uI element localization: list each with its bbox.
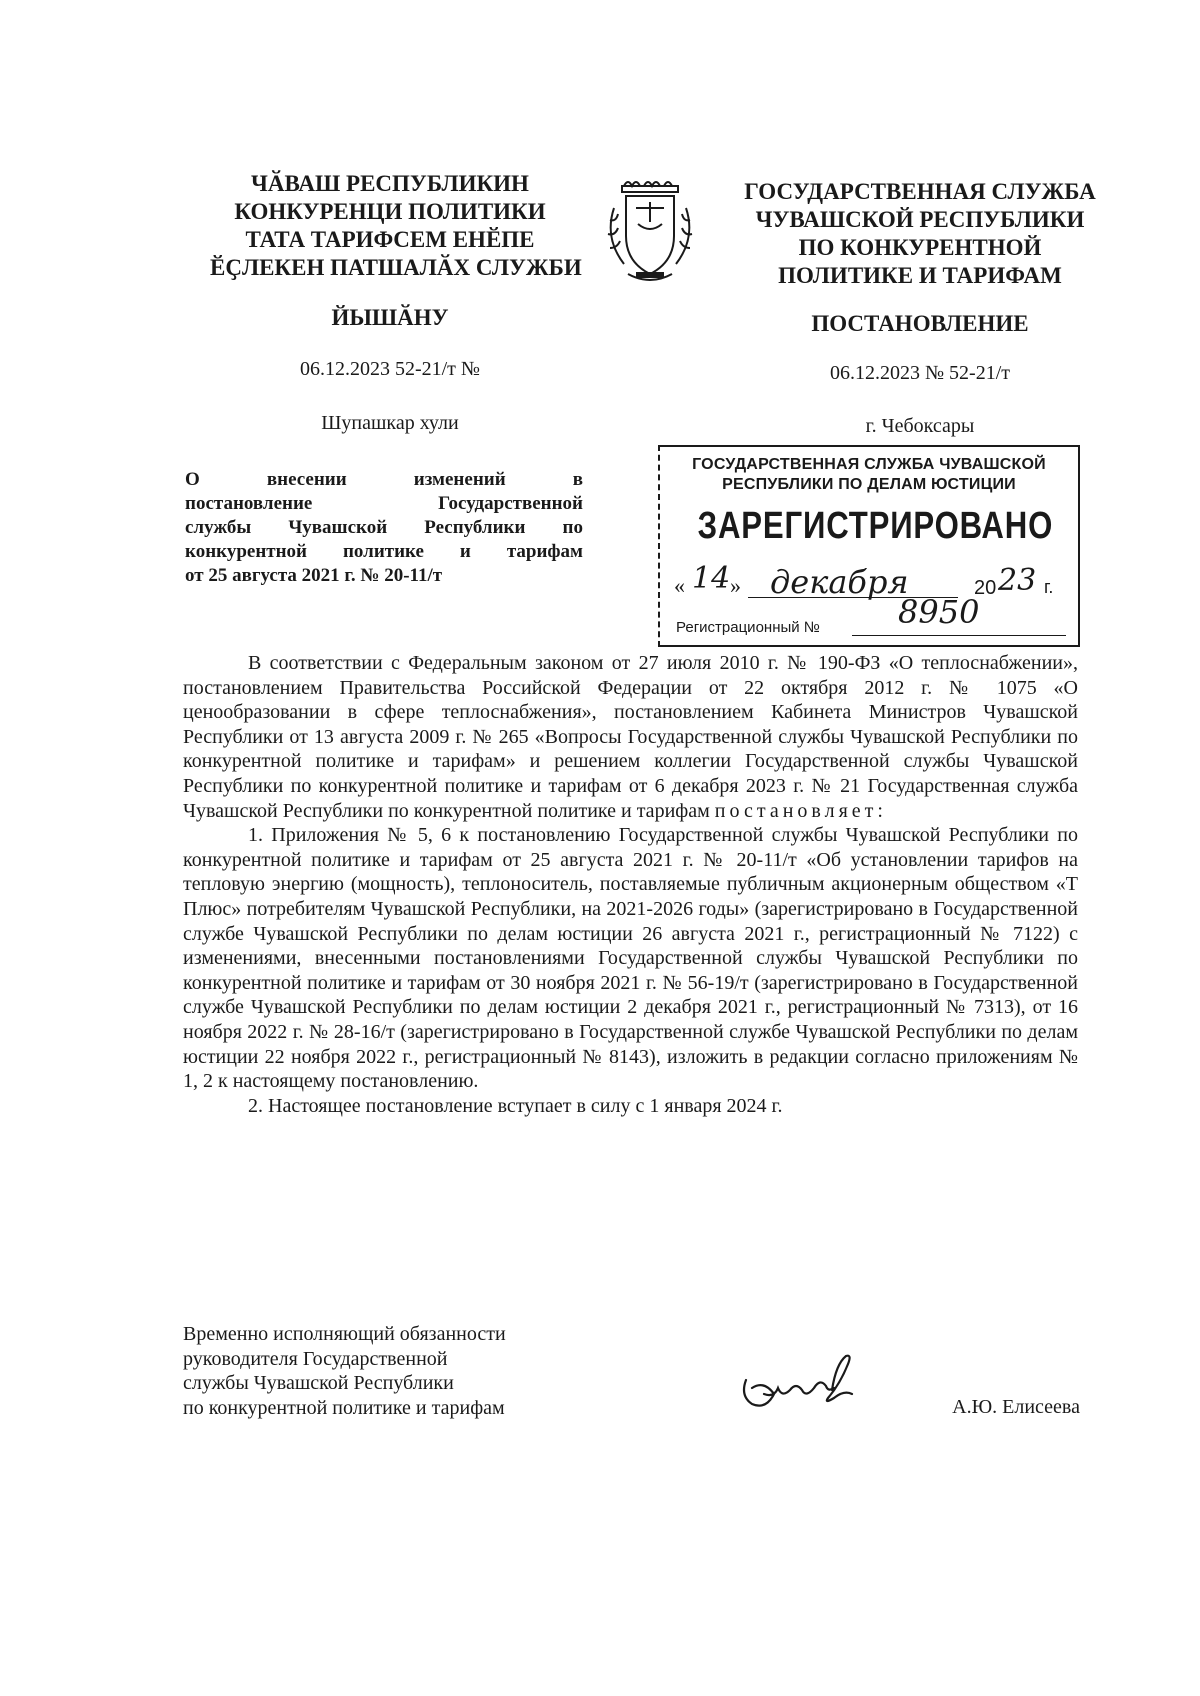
- stamp-quote-close: »: [730, 573, 741, 598]
- doc-type-right: ПОСТАНОВЛЕНИЕ: [811, 311, 1029, 336]
- signatory-line: по конкурентной политике и тарифам: [183, 1396, 505, 1419]
- preamble-text: В соответствии с Федеральным законом от 27 июля 2010 г. № 190-ФЗ «О теплоснабжении», постановлением Правительства Российской Федерации от 22 октября 2012 г. № 1075 «О ценообразовании в сфере теплоснабжения», постановлением Кабинета Министров Чувашской Республики от 13 августа 2009 г. № 265 «Вопросы Государственной службы Чувашской Республики по конкурентной политике и тарифам» и решением коллегии Государственной службы Чувашской Республики по конкурентной политике и тарифам от 6 декабря 2023 г. № 21 Государственная служба Чувашской Республики по конкурентной политике и тарифам: [183, 652, 1078, 822]
- stamp-organization: [660, 455, 1078, 495]
- header-right-line: ГОСУДАРСТВЕННАЯ СЛУЖБА: [744, 179, 1096, 204]
- stamp-year-prefix: 20: [974, 577, 997, 599]
- header-left: [210, 170, 582, 282]
- item-1-paragraph: 1. Приложения № 5, 6 к постановлению Государственной службы Чувашской Республики по конкурентной политике и тарифам от 25 августа 2021 г. № 20-11/т «Об установлении тарифов на тепловую энергию (мощность), теплоноситель, поставляемые публичным акционерным обществом «Т Плюс» потребителям Чувашской Республики, на 2021-2026 годы» (зарегистрировано в Государственной службе Чувашской Республики по делам юстиции 26 августа 2021 г., регистрационный № 7122) с изменениями, внесенными постановлениями Государственной службы Чувашской Республики по конкурентной политике и тарифам от 30 ноября 2021 г. № 56-19/т (зарегистрировано в Государственной службе Чувашской Республики по делам юстиции 2 декабря 2021 г., регистрационный № 7313), от 16 ноября 2022 г. № 28-16/т (зарегистрировано в Государственной службе Чувашской Республики по делам юстиции 22 ноября 2022 г., регистрационный № 8143), изложить в редакции согласно приложениям № 1, 2 к настоящему постановлению.: [183, 824, 1078, 1093]
- stamp-month: декабря: [770, 563, 909, 601]
- signatory-line: Временно исполняющий обязанности: [183, 1323, 506, 1345]
- header-right: [720, 178, 1120, 290]
- preamble-paragraph: [183, 651, 1078, 823]
- subject-line: конкурентной политике и тарифам: [185, 541, 583, 562]
- subject-line: службы Чувашской Республики по: [185, 517, 583, 538]
- subject-line: от 25 августа 2021 г. № 20-11/т: [185, 565, 443, 586]
- stamp-reg-number: 8950: [898, 593, 980, 631]
- handwritten-signature: [734, 1350, 884, 1420]
- header-left-line: ЧӐВАШ РЕСПУБЛИКИН: [251, 171, 529, 196]
- header-left-line: КОНКУРЕНЦИ ПОЛИТИКИ: [234, 199, 546, 224]
- stamp-year-unit: г.: [1044, 577, 1054, 597]
- signatory-name: А.Ю. Елисеева: [952, 1396, 1080, 1418]
- stamp-org-line: ГОСУДАРСТВЕННАЯ СЛУЖБА ЧУВАШСКОЙ: [692, 456, 1046, 473]
- stamp-org-line: РЕСПУБЛИКИ ПО ДЕЛАМ ЮСТИЦИИ: [722, 476, 1016, 493]
- city-right: г. Чебоксары: [865, 415, 975, 437]
- signatory-line: службы Чувашской Республики: [183, 1372, 454, 1394]
- document-body: [183, 651, 1078, 1118]
- subject-line: постановление Государственной: [185, 493, 583, 514]
- subject-line: О внесении изменений в: [185, 469, 583, 490]
- header-right-line: ЧУВАШСКОЙ РЕСПУБЛИКИ: [755, 207, 1085, 232]
- stamp-reg-label: Регистрационный №: [676, 619, 820, 636]
- header-right-line: ПО КОНКУРЕНТНОЙ: [798, 235, 1042, 260]
- stamp-quote-open: «: [674, 573, 685, 598]
- registration-stamp: [658, 445, 1080, 647]
- doc-number-right: 06.12.2023 № 52-21/т: [829, 362, 1011, 384]
- signatory-line: руководителя Государственной: [183, 1347, 448, 1370]
- city-left: Шупашкар хули: [321, 412, 459, 434]
- item-2-paragraph: 2. Настоящее постановление вступает в силу с 1 января 2024 г.: [248, 1094, 783, 1117]
- signatory-position: [183, 1322, 603, 1420]
- stamp-year-suffix: 23: [998, 563, 1037, 598]
- doc-number-left: 06.12.2023 52-21/т №: [299, 358, 481, 380]
- stamp-date-row: [674, 561, 1066, 605]
- stamp-title: ЗАРЕГИСТРИРОВАНО: [697, 505, 1054, 547]
- stamp-reg-row: [676, 593, 1068, 641]
- header-left-line: ӖҪЛЕКЕН ПАТШАЛӐХ СЛУЖБИ: [210, 255, 582, 280]
- header-right-line: ПОЛИТИКЕ И ТАРИФАМ: [778, 263, 1062, 288]
- resolves-word: постановляет:: [714, 799, 887, 822]
- stamp-reg-underline: [852, 635, 1066, 636]
- coat-of-arms-emblem: [596, 168, 704, 290]
- document-subject: [185, 468, 583, 588]
- header-left-line: ТАТА ТАРИФСЕМ ЕНӖПЕ: [245, 227, 535, 252]
- doc-type-left: ЙЫШӐНУ: [331, 305, 449, 330]
- stamp-day: 14: [692, 561, 731, 596]
